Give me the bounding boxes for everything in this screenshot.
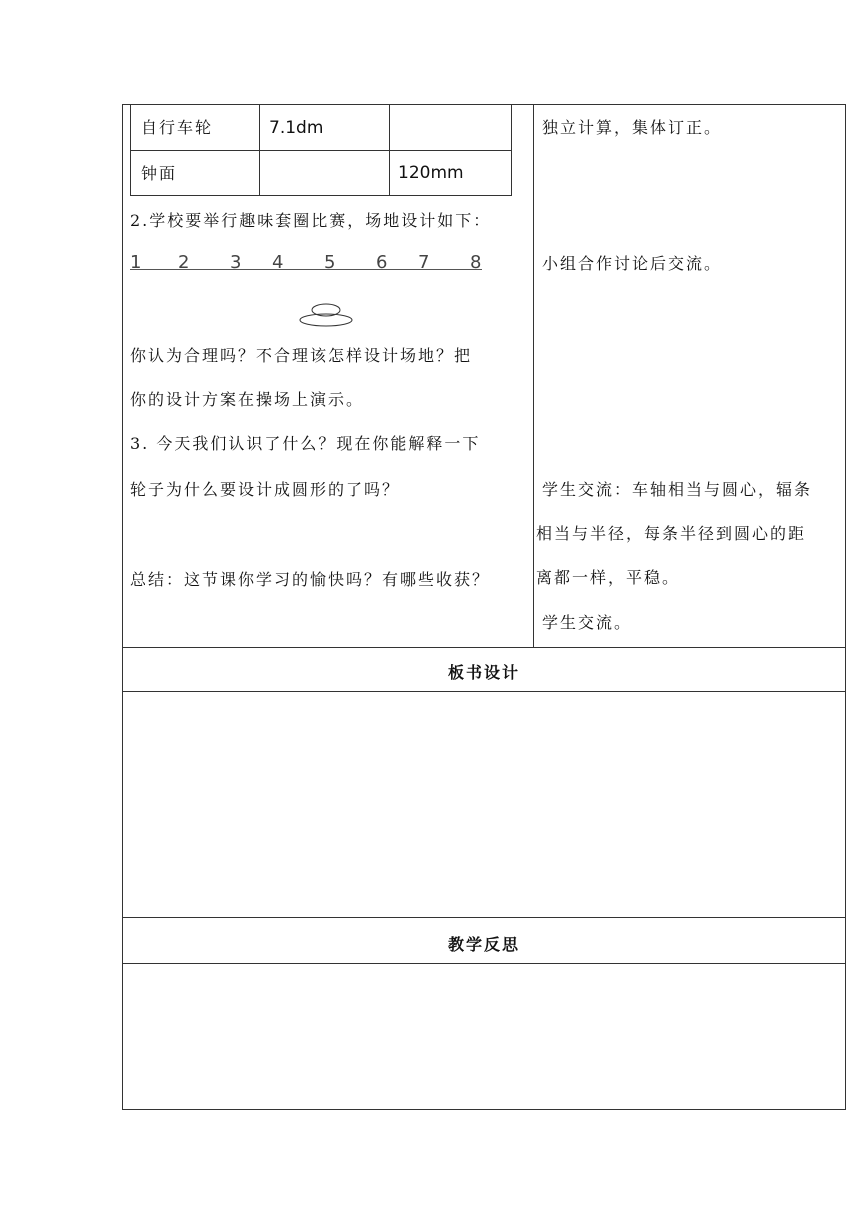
question-line: 你认为合理吗？不合理该怎样设计场地？把 bbox=[130, 346, 473, 365]
measure-table-col-line bbox=[389, 104, 390, 196]
summary-text: 总结：这节课你学习的愉快吗？有哪些收获？ bbox=[130, 570, 491, 589]
position-number: 5 bbox=[324, 252, 336, 273]
reflection-heading: 教学反思 bbox=[447, 935, 520, 954]
student-activity: 相当与半径，每条半径到圆心的距 bbox=[536, 524, 807, 543]
position-number: 7 bbox=[418, 252, 430, 273]
row-divider bbox=[122, 647, 846, 648]
row-divider bbox=[122, 691, 846, 692]
measure-table-row-line bbox=[130, 150, 512, 151]
row-divider bbox=[122, 963, 846, 964]
item-3-line: 轮子为什么要设计成圆形的了吗？ bbox=[130, 480, 401, 499]
position-number: 6 bbox=[376, 252, 388, 273]
item-3-line: 3. 今天我们认识了什么？现在你能解释一下 bbox=[130, 434, 481, 453]
column-divider bbox=[533, 104, 534, 648]
position-number: 2 bbox=[178, 252, 190, 273]
table-cell-value: 120mm bbox=[398, 163, 464, 183]
student-activity: 学生交流：车轴相当与圆心，辐条 bbox=[542, 480, 813, 499]
position-number: 3 bbox=[230, 252, 242, 273]
measure-table-col-line bbox=[259, 104, 260, 196]
board-design-heading: 板书设计 bbox=[447, 663, 520, 682]
table-cell-value: 7.1dm bbox=[269, 118, 324, 138]
position-number: 8 bbox=[470, 252, 482, 273]
position-number: 4 bbox=[272, 252, 284, 273]
ring-target-icon bbox=[296, 300, 356, 330]
student-activity: 学生交流。 bbox=[542, 613, 633, 632]
table-cell-name: 自行车轮 bbox=[141, 118, 214, 137]
item-2-text: 2.学校要举行趣味套圈比赛，场地设计如下： bbox=[130, 211, 492, 230]
student-activity: 离都一样，平稳。 bbox=[536, 568, 681, 587]
row-divider bbox=[122, 917, 846, 918]
position-number: 1 bbox=[130, 252, 142, 273]
question-line: 你的设计方案在操场上演示。 bbox=[130, 390, 365, 409]
student-activity: 独立计算，集体订正。 bbox=[542, 118, 723, 137]
table-cell-name: 钟面 bbox=[141, 164, 178, 183]
student-activity: 小组合作讨论后交流。 bbox=[542, 254, 723, 273]
